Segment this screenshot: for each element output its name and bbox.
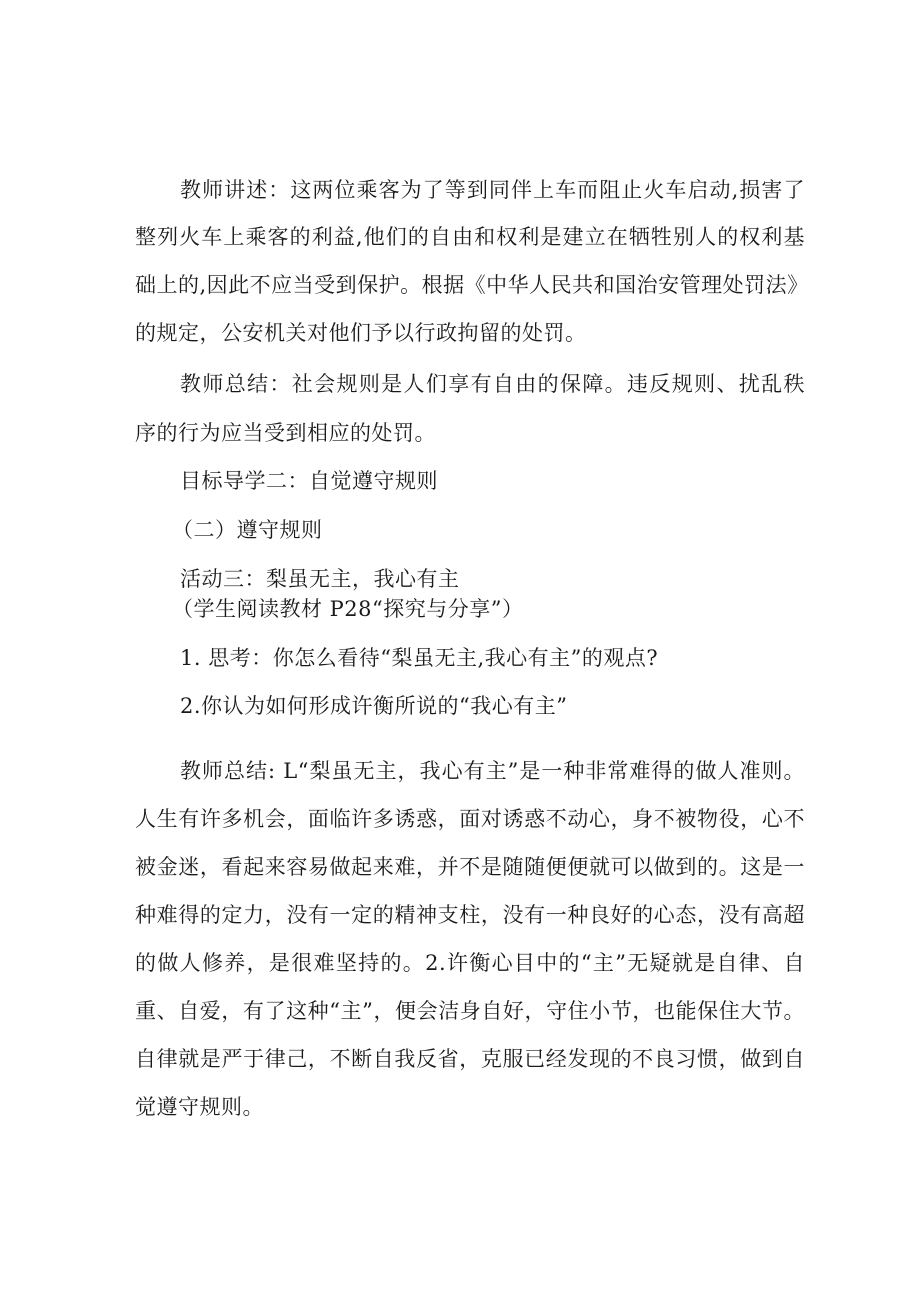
heading-goal: 目标导学二：自觉遵守规则 (180, 469, 438, 493)
paragraph-1-line-2: 整列火车上乘客的利益,他们的自由和权利是建立在牺牲别人的权利基 (135, 225, 805, 249)
paragraph-3-line-3: 被金迷，看起来容易做起来难，并不是随随便便就可以做到的。这是一 (135, 855, 805, 879)
question-1: 1. 思考：你怎么看待“梨虽无主,我心有主”的观点? (180, 646, 659, 670)
paragraph-1-line-3: 础上的,因此不应当受到保护。根据《中华人民共和国治安管理处罚法》 (135, 273, 809, 297)
paragraph-3-line-8: 觉遵守规则。 (135, 1095, 264, 1119)
paragraph-3-line-7: 自律就是严于律己，不断自我反省，克服已经发现的不良习惯，做到自 (135, 1047, 805, 1071)
paragraph-3-line-4: 种难得的定力，没有一定的精神支柱，没有一种良好的心态，没有高超 (135, 903, 805, 927)
activity-title: 活动三：梨虽无主，我心有主 (180, 567, 460, 591)
paragraph-3-line-1: 教师总结: L“梨虽无主，我心有主”是一种非常难得的做人准则。 (180, 759, 805, 783)
paragraph-3-line-5: 的做人修养，是很难坚持的。2.许衡心目中的“主”无疑就是自律、自 (135, 951, 805, 975)
paragraph-3-line-6: 重、自爱，有了这种“主”，便会洁身自好，守住小节，也能保住大节。 (135, 999, 805, 1023)
paragraph-1-line-4: 的规定，公安机关对他们予以行政拘留的处罚。 (135, 321, 587, 345)
activity-note: （学生阅读教材 P28“探究与分享”） (172, 597, 524, 621)
paragraph-1-line-1: 教师讲述：这两位乘客为了等到同伴上车而阻止火车启动,损害了 (180, 178, 805, 202)
question-2: 2.你认为如何形成许衡所说的“我心有主” (180, 694, 568, 718)
paragraph-2-line-1: 教师总结：社会规则是人们享有自由的保障。违反规则、扰乱秩 (180, 372, 805, 396)
heading-section: （二）遵守规则 (172, 518, 323, 542)
paragraph-2-line-2: 序的行为应当受到相应的处罚。 (135, 421, 436, 445)
paragraph-3-line-2: 人生有许多机会，面临许多诱惑，面对诱惑不动心，身不被物役，心不 (135, 807, 805, 831)
